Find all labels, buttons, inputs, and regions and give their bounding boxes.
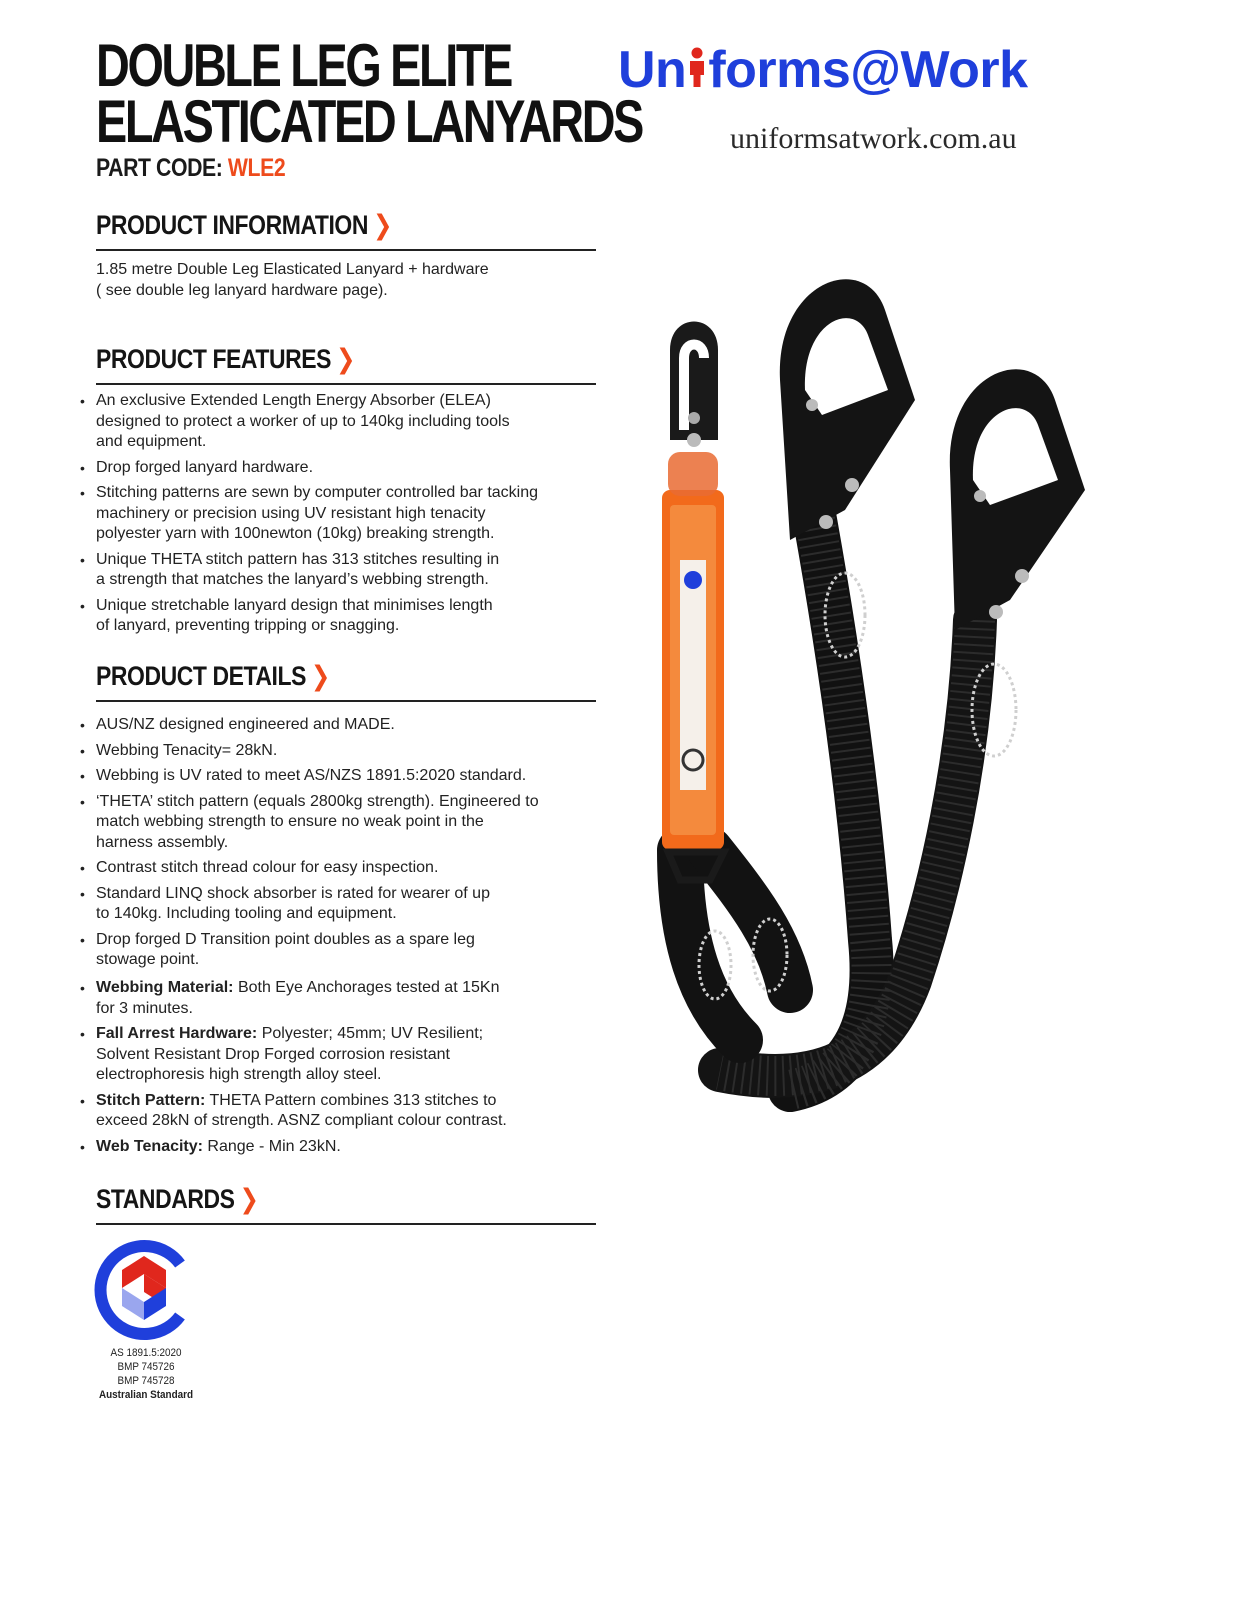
- list-item: • Fall Arrest Hardware: Polyester; 45mm; UV Resilient; Solvent Resistant Drop Forged corrosion resistant electrophoresis high strength alloy steel.: [80, 1024, 600, 1086]
- person-icon: [686, 42, 708, 86]
- info-line: ( see double leg lanyard hardware page).: [96, 282, 388, 299]
- item-label: Stitch Pattern:: [96, 1091, 206, 1109]
- chevron-right-icon: ❯: [239, 1184, 259, 1214]
- item-label: Webbing Material:: [96, 979, 234, 996]
- list-item: • Drop forged lanyard hardware.: [80, 458, 600, 479]
- brand-logo[interactable]: [618, 40, 1038, 100]
- chevron-right-icon: ❯: [373, 210, 392, 240]
- features-list: [80, 391, 600, 642]
- list-item: • Stitching patterns are sewn by computer controlled bar tacking machinery or precision using UV resistant high tenacity polyester yarn with 100newton (10kg) breaking strength.: [80, 483, 600, 545]
- list-item: • An exclusive Extended Length Energy Absorber (ELEA) designed to protect a worker of up to 140kg including tools and equipment.: [80, 391, 600, 453]
- item-label: Fall Arrest Hardware:: [96, 1025, 258, 1042]
- list-item: • Drop forged D Transition point doubles as a spare leg stowage point.: [80, 930, 600, 971]
- title-line-2: ELASTICATED LANYARDS: [96, 88, 643, 155]
- part-code: [96, 154, 285, 183]
- part-code-label: PART CODE:: [96, 154, 223, 182]
- brand-name-end: forms@Work: [708, 41, 1028, 99]
- section-heading-features: [96, 344, 596, 385]
- list-item: • Webbing Material: Both Eye Anchorages tested at 15Kn for 3 minutes.: [80, 978, 600, 1019]
- section-heading-details: [96, 661, 596, 702]
- list-item: • Webbing Tenacity= 28kN.: [80, 741, 600, 762]
- heading-text: STANDARDS: [96, 1184, 235, 1214]
- list-item: • Unique stretchable lanyard design that minimises length of lanyard, preventing tripping or snagging.: [80, 596, 600, 637]
- info-line: 1.85 metre Double Leg Elasticated Lanyard + hardware: [96, 261, 489, 278]
- list-item: • Contrast stitch thread colour for easy inspection.: [80, 858, 600, 879]
- section-heading-information: [96, 210, 596, 251]
- lanyard-product-image: [640, 240, 1120, 1240]
- chevron-right-icon: ❯: [311, 661, 330, 691]
- brand-url[interactable]: uniformsatwork.com.au: [730, 122, 1017, 155]
- list-item: • Standard LINQ shock absorber is rated for wearer of up to 140kg. Including tooling and equipment.: [80, 884, 600, 925]
- list-item: • Unique THETA stitch pattern has 313 stitches resulting in a strength that matches the lanyard’s webbing strength.: [80, 550, 600, 591]
- heading-text: PRODUCT INFORMATION: [96, 210, 368, 240]
- product-information-text: [96, 259, 596, 301]
- list-item: • Web Tenacity: Range - Min 23kN.: [80, 1137, 600, 1158]
- list-item: • Webbing is UV rated to meet AS/NZS 1891.5:2020 standard.: [80, 766, 600, 787]
- details-labeled-list: [80, 978, 600, 1162]
- part-code-value: WLE2: [227, 154, 286, 182]
- heading-text: PRODUCT FEATURES: [96, 344, 332, 374]
- list-item: • ‘THETA’ stitch pattern (equals 2800kg strength). Engineered to match webbing strength to ensure no weak point in the harness assembly.: [80, 792, 600, 854]
- title-line-1: DOUBLE LEG ELITE: [96, 32, 511, 99]
- product-title: [96, 32, 643, 155]
- chevron-right-icon: ❯: [336, 344, 355, 374]
- list-item: • Stitch Pattern: THETA Pattern combines 313 stitches to exceed 28kN of strength. ASNZ compliant colour contrast.: [80, 1091, 600, 1132]
- details-list: [80, 715, 600, 976]
- standards-mark-icon: [92, 1238, 196, 1342]
- heading-text: PRODUCT DETAILS: [96, 661, 306, 691]
- brand-name-start: Un: [618, 41, 687, 99]
- item-label: Web Tenacity:: [96, 1137, 203, 1155]
- list-item: • AUS/NZ designed engineered and MADE.: [80, 715, 600, 736]
- section-heading-standards: [96, 1184, 596, 1225]
- standards-caption: AS 1891.5:2020 BMP 745726 BMP 745728 Australian Standard: [98, 1347, 194, 1401]
